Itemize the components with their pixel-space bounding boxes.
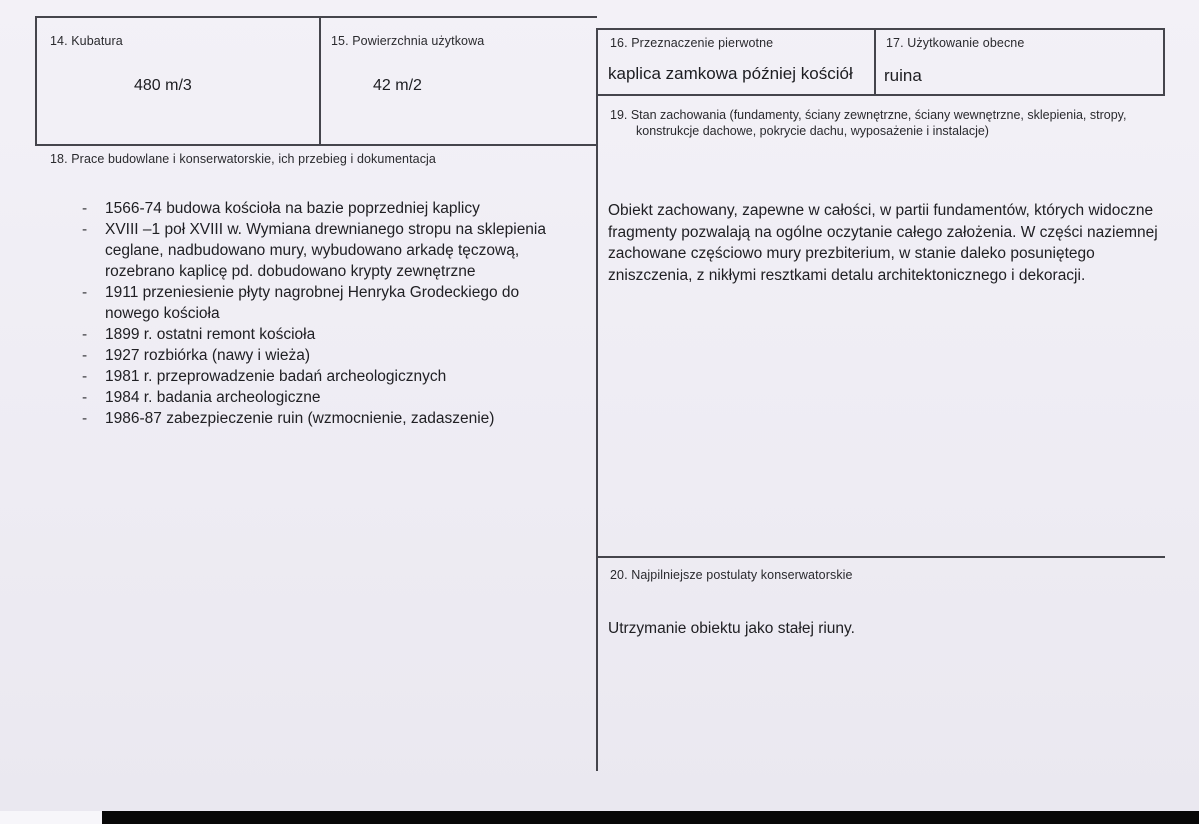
work-item: - 1899 r. ostatni remont kościoła xyxy=(72,324,577,345)
field-15-label: 15. Powierzchnia użytkowa xyxy=(331,34,485,48)
field-15-value: 42 m/2 xyxy=(373,77,422,94)
field-14-value: 480 m/3 xyxy=(134,77,192,94)
work-item: - 1986-87 zabezpieczenie ruin (wzmocnienie, zadaszenie) xyxy=(72,408,577,429)
scan-edge-light xyxy=(0,811,102,824)
divider-right-edge xyxy=(1163,28,1165,96)
field-20-label: 20. Najpilniejsze postulaty konserwatorskie xyxy=(610,568,853,582)
scan-edge-dark xyxy=(102,811,1199,824)
work-item: - 1911 przeniesienie płyty nagrobnej Henryka Grodeckiego do nowego kościoła xyxy=(72,282,577,324)
field-19-value: Obiekt zachowany, zapewne w całości, w partii fundamentów, których widoczne fragmenty pozwalają na ogólne oczytanie całego założenia. W części naziemnej zachowane częściowo mury prezbiterium, w stanie daleko posuniętego zniszczenia, z nikłymi resztkami detalu architektonicznego i dekoracji. xyxy=(608,202,1158,284)
field-20-value: Utrzymanie obiektu jako stałej riuny. xyxy=(608,620,855,637)
field-16-value: kaplica zamkowa później kościół xyxy=(608,64,853,83)
divider-14-15 xyxy=(319,16,321,146)
divider-center xyxy=(596,28,598,771)
field-18-works-list xyxy=(72,198,577,429)
work-item: - 1927 rozbiórka (nawy i wieża) xyxy=(72,345,577,366)
divider-top-left xyxy=(35,16,597,18)
field-17-label: 17. Użytkowanie obecne xyxy=(886,36,1025,50)
divider-under-16-17 xyxy=(596,94,1165,96)
field-19-label: 19. Stan zachowania (fundamenty, ściany zewnętrzne, ściany wewnętrzne, sklepienia, stropy, konstrukcje dachowe, pokrycie dachu, wyposażenie i instalacje) xyxy=(610,108,1127,138)
divider-16-17 xyxy=(874,28,876,96)
work-item: - 1566-74 budowa kościoła na bazie poprzedniej kaplicy xyxy=(72,198,577,219)
divider-left-edge xyxy=(35,16,37,146)
divider-top-right xyxy=(596,28,1165,30)
field-18-label: 18. Prace budowlane i konserwatorskie, ich przebieg i dokumentacja xyxy=(50,152,436,166)
field-17-value: ruina xyxy=(884,66,922,85)
work-item: - 1981 r. przeprowadzenie badań archeologicznych xyxy=(72,366,577,387)
work-item: - 1984 r. badania archeologiczne xyxy=(72,387,577,408)
divider-above-20 xyxy=(596,556,1165,558)
work-item: - XVIII –1 poł XVIII w. Wymiana drewnianego stropu na sklepienia ceglane, nadbudowano mury, wybudowano arkadę tęczową, rozebrano kaplicę pd. dobudowano krypty zewnętrzne xyxy=(72,219,577,282)
field-16-label: 16. Przeznaczenie pierwotne xyxy=(610,36,774,50)
divider-under-14-15 xyxy=(35,144,597,146)
field-14-label: 14. Kubatura xyxy=(50,34,123,48)
